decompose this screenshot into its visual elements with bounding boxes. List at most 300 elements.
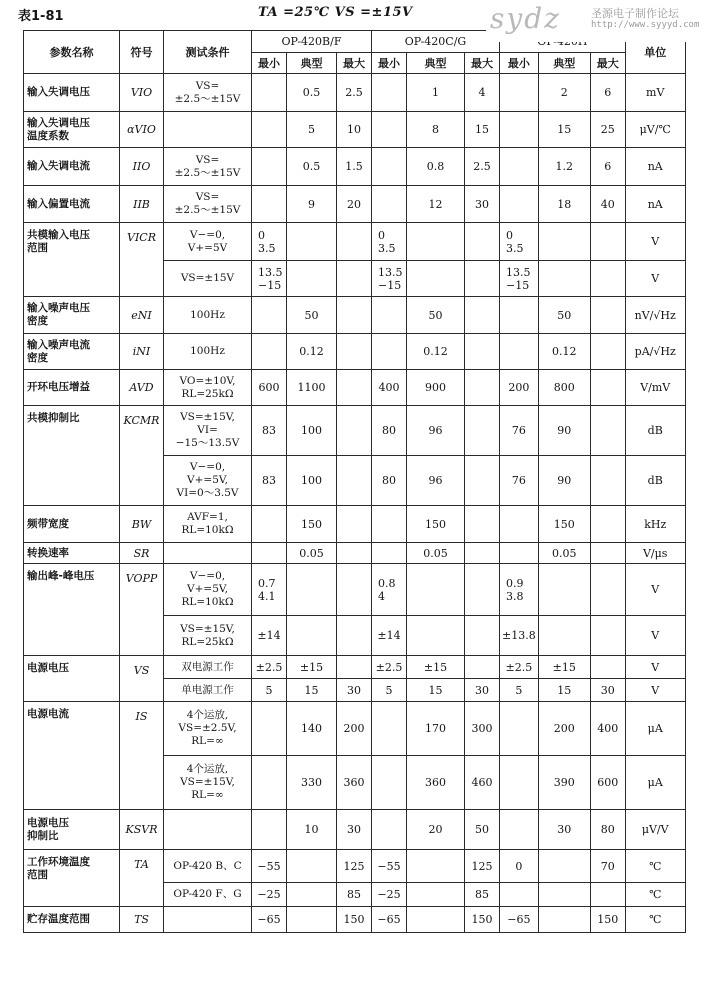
- cell-line: V+=5V,: [187, 474, 228, 486]
- cell-line: ±2.5～±15V: [174, 204, 241, 216]
- value-cell: [372, 543, 407, 564]
- value-cell: [337, 564, 372, 616]
- value-cell: [287, 564, 337, 616]
- value-cell: 90: [538, 456, 590, 506]
- table-row: [24, 506, 686, 543]
- unit: V: [625, 223, 685, 261]
- cell-line: 4个运放,: [186, 709, 229, 721]
- cell-line: 范围: [27, 242, 48, 254]
- value-cell: 360: [337, 756, 372, 810]
- value-cell: 15: [287, 679, 337, 702]
- cell-line: VI=: [197, 424, 218, 436]
- cell-line: 转换速率: [27, 546, 69, 559]
- cell-line: 0: [506, 228, 513, 242]
- value-cell: 0.05: [407, 543, 465, 564]
- unit: ℃: [625, 850, 685, 883]
- value-cell: [407, 223, 465, 261]
- cell-line: 电源电压: [27, 662, 69, 674]
- value-cell: 50: [407, 297, 465, 334]
- table-row: [24, 186, 686, 223]
- unit: V: [625, 679, 685, 702]
- cell-line: 0.9: [506, 576, 524, 590]
- value-cell: [407, 907, 465, 933]
- value-cell: [337, 334, 372, 370]
- value-cell: 30: [465, 186, 500, 223]
- watermark-logo: sydz: [490, 2, 561, 35]
- param-name: [24, 702, 120, 810]
- symbol: VS: [120, 656, 164, 702]
- value-cell: [538, 223, 590, 261]
- value-cell: [252, 186, 287, 223]
- value-cell: 100: [287, 406, 337, 456]
- value-cell: 83: [252, 456, 287, 506]
- value-cell: 10: [337, 112, 372, 148]
- value-cell: 80: [372, 456, 407, 506]
- value-cell: [590, 297, 625, 334]
- cell-line: VS=: [195, 153, 220, 166]
- value-cell: [287, 261, 337, 297]
- value-cell: [372, 297, 407, 334]
- value-cell: 30: [337, 679, 372, 702]
- cell-line: VS=: [195, 191, 220, 203]
- cell-line: 输入失调电流: [27, 160, 90, 172]
- value-cell: ±14: [252, 616, 287, 656]
- value-cell: 0: [500, 850, 539, 883]
- cell-line: 共模抑制比: [27, 412, 80, 424]
- table-row: [24, 370, 686, 406]
- param-name: [24, 543, 120, 564]
- col-subheader: 最大: [590, 53, 625, 74]
- value-cell: [465, 370, 500, 406]
- test-condition: [164, 656, 252, 679]
- value-cell: 800: [538, 370, 590, 406]
- value-cell: [465, 543, 500, 564]
- cell-line: 3.5: [258, 241, 276, 255]
- param-name: [24, 148, 120, 186]
- cell-line: 0.7: [258, 576, 276, 590]
- unit: nA: [625, 186, 685, 223]
- value-cell: ±2.5: [252, 656, 287, 679]
- value-cell: 0.05: [287, 543, 337, 564]
- value-cell: [465, 616, 500, 656]
- value-cell: [287, 616, 337, 656]
- table-row: [24, 74, 686, 112]
- cell-line: 4: [378, 589, 385, 603]
- param-name: [24, 370, 120, 406]
- unit: ℃: [625, 883, 685, 907]
- unit: V: [625, 564, 685, 616]
- value-cell: 10: [287, 810, 337, 850]
- value-cell: [337, 223, 372, 261]
- value-cell: [465, 334, 500, 370]
- symbol: TS: [120, 907, 164, 933]
- cell-line: VS=±2.5V,: [178, 722, 237, 734]
- cell-line: 温度系数: [27, 129, 69, 142]
- value-cell: −55: [252, 850, 287, 883]
- value-cell: [500, 506, 539, 543]
- test-condition: [164, 261, 252, 297]
- value-cell: 5: [252, 679, 287, 702]
- value-cell: [500, 702, 539, 756]
- cell-line: −15: [258, 278, 282, 292]
- value-cell: [500, 883, 539, 907]
- test-condition: [164, 456, 252, 506]
- value-cell: 100: [287, 456, 337, 506]
- col-subheader: 最小: [252, 53, 287, 74]
- test-condition: [164, 74, 252, 112]
- value-cell: [337, 456, 372, 506]
- value-cell: −25: [372, 883, 407, 907]
- test-condition: [164, 543, 252, 564]
- value-cell: [538, 564, 590, 616]
- unit: μV/V: [625, 810, 685, 850]
- cell-line: 双电源工作: [181, 660, 234, 673]
- param-name: [24, 74, 120, 112]
- symbol: αVIO: [120, 112, 164, 148]
- value-cell: 80: [372, 406, 407, 456]
- param-name: [24, 186, 120, 223]
- value-cell: [337, 543, 372, 564]
- unit: V/mV: [625, 370, 685, 406]
- value-cell: [407, 616, 465, 656]
- cell-line: 13.5: [258, 265, 283, 279]
- value-cell: [465, 564, 500, 616]
- value-cell: 18: [538, 186, 590, 223]
- value-cell: 70: [590, 850, 625, 883]
- cell-line: 开环电压增益: [27, 381, 90, 393]
- value-cell: [372, 223, 407, 261]
- cell-line: 抑制比: [27, 829, 59, 842]
- value-cell: [538, 261, 590, 297]
- value-cell: 96: [407, 406, 465, 456]
- value-cell: [337, 370, 372, 406]
- value-cell: [500, 564, 539, 616]
- value-cell: 150: [407, 506, 465, 543]
- value-cell: 200: [337, 702, 372, 756]
- value-cell: 50: [287, 297, 337, 334]
- cell-line: 3.8: [506, 589, 524, 603]
- value-cell: [252, 74, 287, 112]
- value-cell: 5: [372, 679, 407, 702]
- test-condition: [164, 223, 252, 261]
- value-cell: 600: [252, 370, 287, 406]
- cell-line: RL=25kΩ: [181, 387, 234, 400]
- table-row: [24, 334, 686, 370]
- value-cell: 4: [465, 74, 500, 112]
- value-cell: 30: [538, 810, 590, 850]
- value-cell: [372, 756, 407, 810]
- symbol: VOPP: [120, 564, 164, 656]
- value-cell: [252, 261, 287, 297]
- cell-line: 100Hz: [190, 308, 225, 321]
- table-row: [24, 702, 686, 756]
- value-cell: −65: [372, 907, 407, 933]
- cell-line: RL=10kΩ: [181, 524, 234, 536]
- value-cell: 12: [407, 186, 465, 223]
- value-cell: [465, 456, 500, 506]
- value-cell: [538, 850, 590, 883]
- param-name: [24, 334, 120, 370]
- value-cell: [287, 223, 337, 261]
- symbol: AVD: [120, 370, 164, 406]
- symbol: KCMR: [120, 406, 164, 506]
- table-row: [24, 564, 686, 616]
- cell-line: 13.5: [506, 265, 531, 279]
- value-cell: [590, 223, 625, 261]
- value-cell: [372, 334, 407, 370]
- cell-line: VS=±15V,: [180, 776, 235, 788]
- value-cell: [500, 334, 539, 370]
- table-row: [24, 406, 686, 456]
- value-cell: 2: [538, 74, 590, 112]
- symbol: iNI: [120, 334, 164, 370]
- value-cell: [287, 850, 337, 883]
- value-cell: [500, 756, 539, 810]
- value-cell: [590, 334, 625, 370]
- value-cell: 300: [465, 702, 500, 756]
- value-cell: ±15: [287, 656, 337, 679]
- value-cell: 360: [407, 756, 465, 810]
- value-cell: 76: [500, 406, 539, 456]
- symbol: TA: [120, 850, 164, 907]
- value-cell: [337, 406, 372, 456]
- value-cell: [500, 810, 539, 850]
- test-condition: [164, 883, 252, 907]
- value-cell: [372, 74, 407, 112]
- value-cell: [538, 907, 590, 933]
- cell-line: VS=±15V,: [180, 411, 235, 423]
- value-cell: 8: [407, 112, 465, 148]
- value-cell: [500, 74, 539, 112]
- value-cell: [252, 148, 287, 186]
- col-subheader: 典型: [538, 53, 590, 74]
- value-cell: 15: [538, 112, 590, 148]
- test-condition: [164, 907, 252, 933]
- value-cell: 1.5: [337, 148, 372, 186]
- value-cell: [465, 406, 500, 456]
- cell-line: 范围: [27, 869, 48, 881]
- test-condition: [164, 810, 252, 850]
- value-cell: 15: [538, 679, 590, 702]
- value-cell: ±2.5: [500, 656, 539, 679]
- cell-line: 输入偏置电流: [27, 197, 90, 210]
- value-cell: [500, 112, 539, 148]
- value-cell: [500, 148, 539, 186]
- value-cell: [287, 883, 337, 907]
- value-cell: 30: [465, 679, 500, 702]
- symbol: IIO: [120, 148, 164, 186]
- cell-line: ±2.5～±15V: [174, 166, 241, 179]
- test-condition: [164, 702, 252, 756]
- unit: kHz: [625, 506, 685, 543]
- table-row: [24, 907, 686, 933]
- value-cell: 0.12: [407, 334, 465, 370]
- unit: μA: [625, 702, 685, 756]
- table-row: [24, 223, 686, 261]
- test-condition: [164, 850, 252, 883]
- value-cell: [590, 506, 625, 543]
- param-name: [24, 406, 120, 506]
- cell-line: 密度: [27, 351, 48, 364]
- cell-line: −15: [378, 278, 402, 292]
- value-cell: ±13.8: [500, 616, 539, 656]
- value-cell: [372, 810, 407, 850]
- test-condition: [164, 370, 252, 406]
- cell-line: RL=25kΩ: [181, 635, 234, 648]
- value-cell: [538, 883, 590, 907]
- value-cell: 460: [465, 756, 500, 810]
- param-name: [24, 112, 120, 148]
- value-cell: [372, 564, 407, 616]
- unit: μA: [625, 756, 685, 810]
- table-row: [24, 656, 686, 679]
- cell-line: V−=0,: [189, 570, 226, 582]
- value-cell: [538, 616, 590, 656]
- value-cell: 5: [500, 679, 539, 702]
- test-condition: [164, 506, 252, 543]
- cell-line: 0: [258, 228, 265, 242]
- value-cell: [337, 656, 372, 679]
- value-cell: ±14: [372, 616, 407, 656]
- value-cell: 83: [252, 406, 287, 456]
- value-cell: [590, 406, 625, 456]
- symbol: SR: [120, 543, 164, 564]
- value-cell: [500, 261, 539, 297]
- symbol: IS: [120, 702, 164, 810]
- value-cell: 0.12: [287, 334, 337, 370]
- value-cell: [407, 883, 465, 907]
- value-cell: 90: [538, 406, 590, 456]
- value-cell: ±2.5: [372, 656, 407, 679]
- value-cell: 20: [407, 810, 465, 850]
- cell-line: RL=∞: [191, 735, 224, 747]
- value-cell: [372, 261, 407, 297]
- value-cell: 0.12: [538, 334, 590, 370]
- value-cell: 30: [337, 810, 372, 850]
- cell-line: 电源电流: [27, 708, 69, 720]
- unit: V: [625, 616, 685, 656]
- unit: ℃: [625, 907, 685, 933]
- value-cell: [407, 564, 465, 616]
- col-subheader: 最小: [500, 53, 539, 74]
- cell-line: V+=5V: [187, 241, 228, 254]
- spec-table: [23, 30, 686, 933]
- watermark: [486, 2, 701, 42]
- value-cell: 80: [590, 810, 625, 850]
- unit: V: [625, 261, 685, 297]
- cell-line: 100Hz: [190, 345, 225, 357]
- value-cell: [590, 456, 625, 506]
- cell-line: AVF=1,: [187, 511, 228, 523]
- cell-line: VI=0～3.5V: [176, 487, 239, 499]
- cell-line: 输入失调电压: [27, 86, 90, 98]
- cell-line: 0.8: [378, 576, 396, 590]
- value-cell: [500, 186, 539, 223]
- value-cell: 125: [465, 850, 500, 883]
- cell-line: 单电源工作: [181, 683, 234, 696]
- cell-line: 3.5: [378, 241, 396, 255]
- value-cell: [337, 297, 372, 334]
- value-cell: 25: [590, 112, 625, 148]
- param-name: [24, 907, 120, 933]
- value-cell: 9: [287, 186, 337, 223]
- col-header-symbol: 符号: [120, 31, 164, 74]
- value-cell: 1: [407, 74, 465, 112]
- value-cell: [252, 112, 287, 148]
- cell-line: 输入噪声电压: [27, 302, 90, 314]
- value-cell: [252, 334, 287, 370]
- value-cell: [372, 506, 407, 543]
- value-cell: 0.8: [407, 148, 465, 186]
- test-condition: [164, 334, 252, 370]
- cell-line: V−=0,: [189, 228, 226, 241]
- value-cell: [252, 756, 287, 810]
- cell-line: VS=±15V,: [180, 622, 235, 635]
- unit: mV: [625, 74, 685, 112]
- unit: V: [625, 656, 685, 679]
- col-header-param: 参数名称: [24, 31, 120, 74]
- value-cell: 330: [287, 756, 337, 810]
- value-cell: [590, 564, 625, 616]
- unit: μV/℃: [625, 112, 685, 148]
- value-cell: 0.05: [538, 543, 590, 564]
- value-cell: 2.5: [465, 148, 500, 186]
- col-subheader: 最大: [337, 53, 372, 74]
- cell-line: VS=±15V: [180, 272, 235, 284]
- value-cell: [252, 543, 287, 564]
- value-cell: −65: [500, 907, 539, 933]
- cell-line: 13.5: [378, 265, 403, 279]
- value-cell: [252, 506, 287, 543]
- value-cell: 150: [465, 907, 500, 933]
- value-cell: 600: [590, 756, 625, 810]
- cell-line: 频带宽度: [27, 517, 69, 530]
- cell-line: −15～13.5V: [175, 437, 240, 449]
- test-condition: [164, 756, 252, 810]
- test-condition: [164, 564, 252, 616]
- cell-line: 4个运放,: [186, 763, 229, 775]
- value-cell: 150: [590, 907, 625, 933]
- value-cell: 76: [500, 456, 539, 506]
- param-name: [24, 223, 120, 297]
- value-cell: [337, 616, 372, 656]
- value-cell: [407, 850, 465, 883]
- param-name: [24, 850, 120, 907]
- value-cell: [465, 261, 500, 297]
- symbol: BW: [120, 506, 164, 543]
- value-cell: 96: [407, 456, 465, 506]
- value-cell: 20: [337, 186, 372, 223]
- test-condition: [164, 297, 252, 334]
- value-cell: 1100: [287, 370, 337, 406]
- test-condition: [164, 406, 252, 456]
- value-cell: [372, 186, 407, 223]
- value-cell: 150: [287, 506, 337, 543]
- value-cell: 85: [337, 883, 372, 907]
- test-condition: [164, 186, 252, 223]
- cell-line: ±2.5～±15V: [174, 92, 241, 105]
- test-condition: [164, 112, 252, 148]
- value-cell: [465, 656, 500, 679]
- unit: pA/√Hz: [625, 334, 685, 370]
- value-cell: 50: [538, 297, 590, 334]
- symbol: eNI: [120, 297, 164, 334]
- col-header-group: OP-420B/F: [252, 31, 372, 53]
- table-row: [24, 112, 686, 148]
- value-cell: [252, 297, 287, 334]
- cell-line: V−=0,: [189, 461, 226, 473]
- value-cell: [287, 907, 337, 933]
